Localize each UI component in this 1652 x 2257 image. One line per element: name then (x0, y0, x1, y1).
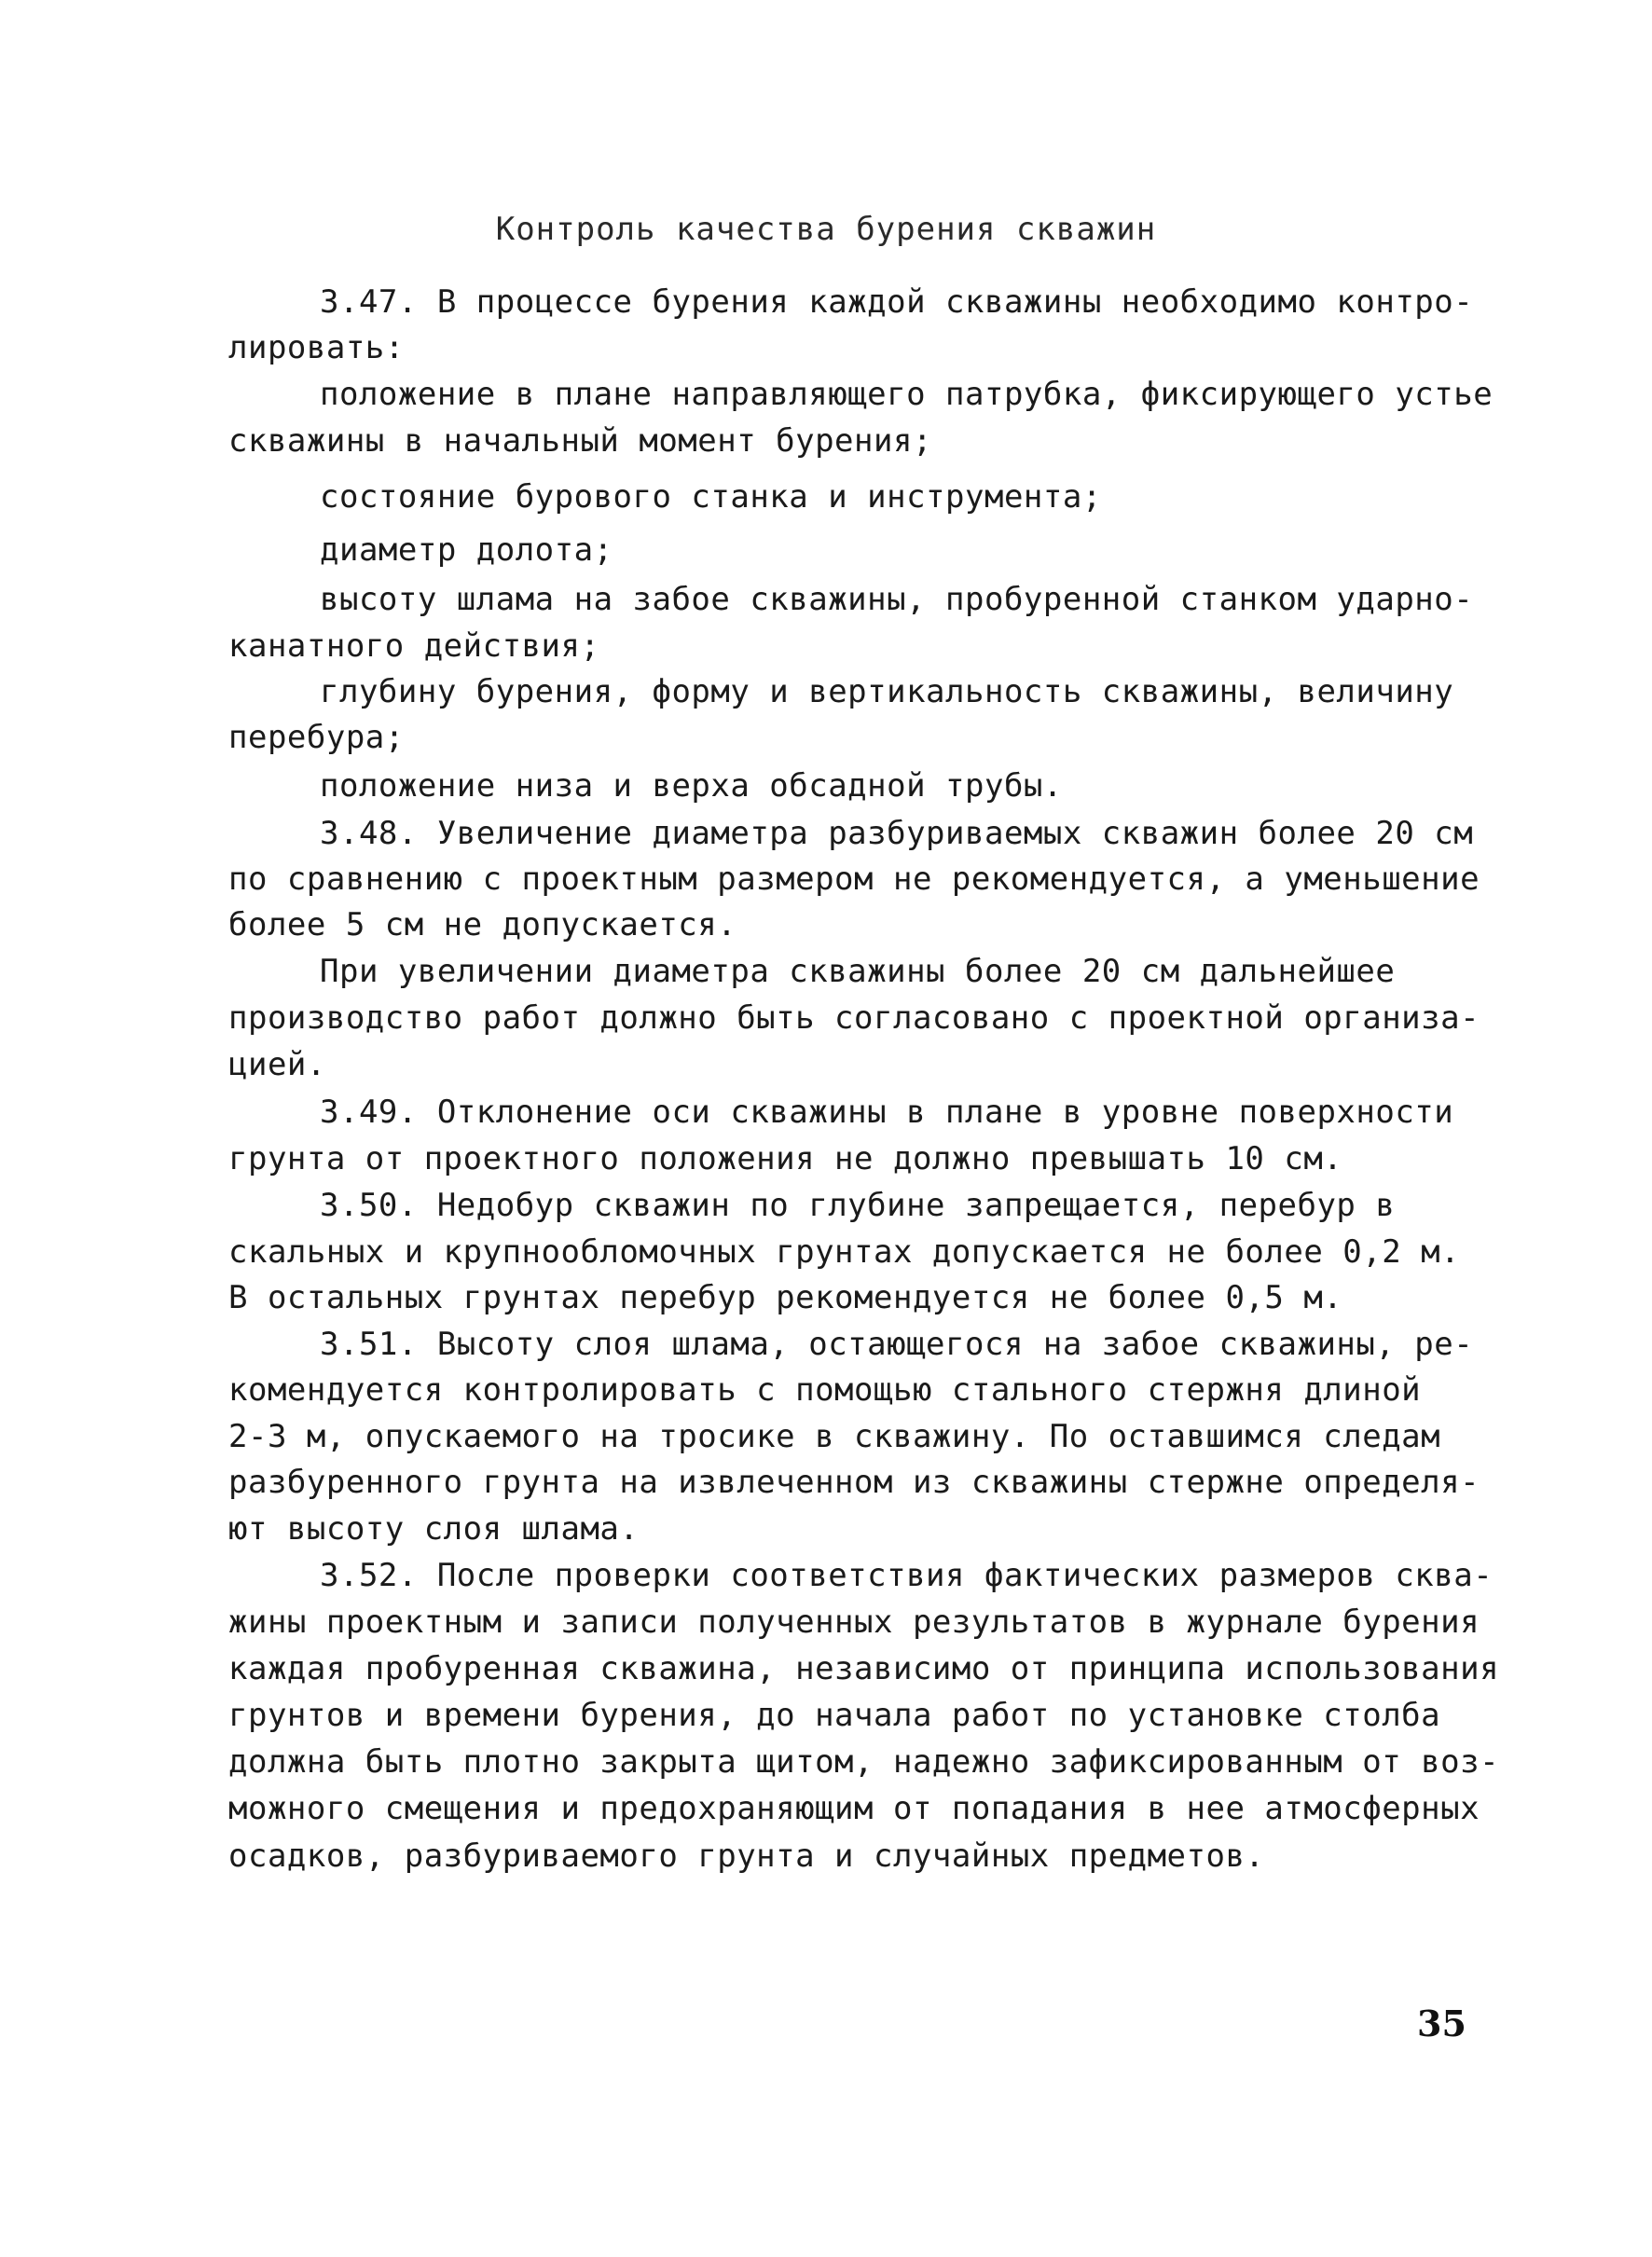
text-line: 3.49. Отклонение оси скважины в плане в уровне поверхности (320, 1094, 1454, 1131)
text-line: 3.47. В процессе бурения каждой скважины необходимо контро- (320, 283, 1474, 321)
text-line: жины проектным и записи полученных результатов в журнале бурения (228, 1603, 1480, 1641)
text-line: состояние бурового станка и инструмента; (320, 478, 1102, 516)
text-line: 3.52. После проверки соответствия фактических размеров сква- (320, 1557, 1494, 1594)
text-line: комендуется контролировать с помощью стального стержня длиной (228, 1371, 1422, 1409)
text-line: должна быть плотно закрыта щитом, надежно зафиксированным от воз- (228, 1743, 1500, 1781)
text-line: 3.48. Увеличение диаметра разбуриваемых скважин более 20 см (320, 815, 1474, 852)
text-line: лировать: (228, 329, 405, 366)
text-line: более 5 см не допускается. (228, 906, 737, 943)
text-line: глубину бурения, форму и вертикальность скважины, величину (320, 673, 1454, 710)
text-line: по сравнению с проектным размером не рекомендуется, а уменьшение (228, 860, 1480, 898)
text-line: скальных и крупнообломочных грунтах допускается не более 0,2 м. (228, 1233, 1461, 1271)
text-line: положение низа и верха обсадной трубы. (320, 767, 1063, 805)
text-line: разбуренного грунта на извлеченном из скважины стержне определя- (228, 1464, 1480, 1501)
page-number: 35 (1417, 2002, 1466, 2044)
section-title: Контроль качества бурения скважин (495, 211, 1157, 248)
text-line: ют высоту слоя шлама. (228, 1510, 640, 1548)
text-line: 3.51. Высоту слоя шлама, остающегося на забое скважины, ре- (320, 1326, 1474, 1363)
text-line: можного смещения и предохраняющим от попадания в нее атмосферных (228, 1790, 1480, 1827)
text-line: каждая пробуренная скважина, независимо от принципа использования (228, 1650, 1500, 1687)
text-line: В остальных грунтах перебур рекомендуется не более 0,5 м. (228, 1279, 1343, 1316)
text-line: грунтов и времени бурения, до начала работ по установке столба (228, 1697, 1441, 1734)
text-line: положение в плане направляющего патрубка, фиксирующего устье (320, 376, 1494, 413)
text-line: грунта от проектного положения не должно превышать 10 см. (228, 1140, 1343, 1177)
text-line: канатного действия; (228, 627, 600, 665)
text-line: скважины в начальный момент бурения; (228, 422, 932, 460)
text-line: диаметр долота; (320, 531, 613, 569)
text-line: производство работ должно быть согласовано с проектной организа- (228, 999, 1480, 1037)
text-line: осадков, разбуриваемого грунта и случайных предметов. (228, 1837, 1265, 1875)
text-line: перебура; (228, 719, 405, 756)
text-line: цией. (228, 1046, 326, 1083)
text-line: 2-3 м, опускаемого на тросике в скважину. По оставшимся следам (228, 1418, 1441, 1455)
text-line: высоту шлама на забое скважины, пробуренной станком ударно- (320, 581, 1474, 618)
text-line: При увеличении диаметра скважины более 20 см дальнейшее (320, 953, 1396, 990)
text-line: 3.50. Недобур скважин по глубине запрещается, перебур в (320, 1187, 1396, 1224)
